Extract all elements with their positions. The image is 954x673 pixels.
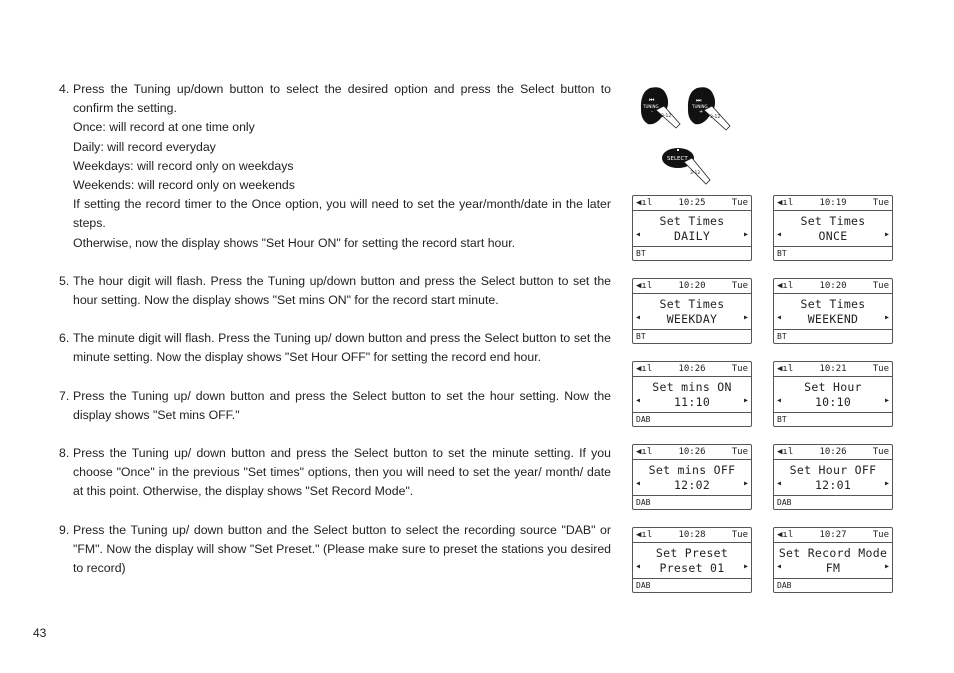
- step-5: [59, 272, 611, 310]
- step-7: [59, 387, 611, 425]
- step-text: Weekends: will record only on weekends: [73, 178, 295, 193]
- weekday: Tue: [872, 364, 889, 374]
- clock-time: 10:21: [819, 364, 847, 374]
- display-line-1: Set Times: [800, 214, 866, 228]
- display-line-2: Preset 01: [659, 561, 725, 575]
- reference-label: 3-12: [661, 114, 672, 119]
- step-text: The hour digit will flash. Press the Tuning up/down button and press the Select button to set the hour setting. Now the display shows "Set mins ON" for the record start minute.: [73, 273, 611, 308]
- clock-time: 10:20: [678, 281, 706, 291]
- clock-time: 10:26: [678, 447, 706, 457]
- weekday: Tue: [731, 198, 748, 208]
- source-label: BT: [777, 415, 787, 424]
- step-number: 9.: [59, 522, 70, 537]
- reference-label: 3-12: [690, 171, 701, 176]
- prev-icon: ⏮: [649, 97, 655, 104]
- clock-time: 10:26: [678, 364, 706, 374]
- divider: [633, 329, 751, 330]
- display-line-1: Set Preset: [655, 546, 729, 560]
- display-line-1: Set Record Mode: [778, 546, 888, 560]
- step-8: [59, 444, 611, 502]
- divider: [774, 412, 892, 413]
- scroll-right-icon: ▸: [883, 561, 890, 572]
- display-line-2: 12:02: [673, 478, 711, 492]
- clock-time: 10:19: [819, 198, 847, 208]
- lcd-display: [773, 195, 893, 261]
- divider: [774, 542, 892, 543]
- clock-time: 10:26: [819, 447, 847, 457]
- lcd-display: [632, 195, 752, 261]
- signal-icon: ◀ıl: [636, 198, 653, 208]
- clock-time: 10:28: [678, 530, 706, 540]
- hand-pointer-icon: [684, 158, 710, 184]
- svg-text:+: +: [699, 109, 704, 115]
- step-number: 8.: [59, 446, 70, 461]
- divider: [633, 459, 751, 460]
- scroll-left-icon: ◂: [635, 229, 642, 240]
- source-label: BT: [777, 332, 787, 341]
- clock-time: 10:20: [819, 281, 847, 291]
- step-number: 7.: [59, 388, 70, 403]
- step-number: 4.: [59, 82, 70, 96]
- scroll-left-icon: ◂: [776, 229, 783, 240]
- signal-icon: ◀ıl: [777, 447, 794, 457]
- step-6: [59, 329, 611, 367]
- scroll-right-icon: ▸: [883, 478, 890, 489]
- lcd-display: [632, 527, 752, 593]
- scroll-left-icon: ◂: [635, 561, 642, 572]
- page-number: 43: [33, 626, 47, 640]
- tuning-label: TUNING: [643, 104, 659, 109]
- scroll-right-icon: ▸: [742, 478, 749, 489]
- divider: [633, 542, 751, 543]
- source-label: DAB: [777, 581, 792, 590]
- step-text: Press the Tuning up/down button to select the desired option and press the Select button to confirm the setting.: [73, 82, 611, 116]
- source-label: DAB: [636, 581, 651, 590]
- lcd-display: [632, 444, 752, 510]
- display-line-1: Set mins OFF: [648, 463, 736, 477]
- lcd-display: [773, 361, 893, 427]
- step-number: 5.: [59, 273, 70, 288]
- scroll-right-icon: ▸: [742, 561, 749, 572]
- scroll-left-icon: ◂: [776, 312, 783, 323]
- clock-time: 10:25: [678, 198, 706, 208]
- display-line-2: WEEKEND: [807, 312, 859, 326]
- display-line-1: Set Times: [800, 297, 866, 311]
- divider: [774, 246, 892, 247]
- display-line-2: DAILY: [673, 229, 711, 243]
- signal-icon: ◀ıl: [777, 281, 794, 291]
- step-text: Weekdays: will record only on weekdays: [73, 158, 294, 173]
- signal-icon: ◀ıl: [636, 530, 653, 540]
- divider: [774, 210, 892, 211]
- divider: [774, 376, 892, 377]
- svg-text:-: -: [651, 109, 653, 115]
- display-line-2: WEEKDAY: [666, 312, 718, 326]
- display-line-1: Set mins ON: [652, 380, 732, 394]
- scroll-left-icon: ◂: [635, 478, 642, 489]
- source-label: BT: [636, 332, 646, 341]
- display-line-1: Set Hour OFF: [789, 463, 877, 477]
- divider: [633, 412, 751, 413]
- divider: [633, 578, 751, 579]
- source-label: DAB: [636, 415, 651, 424]
- scroll-right-icon: ▸: [742, 312, 749, 323]
- divider: [774, 495, 892, 496]
- lcd-display: [773, 527, 893, 593]
- step-4: [59, 80, 611, 253]
- scroll-right-icon: ▸: [742, 395, 749, 406]
- display-line-2: 11:10: [673, 395, 711, 409]
- step-text: Daily: will record everyday: [73, 139, 216, 154]
- weekday: Tue: [731, 447, 748, 457]
- source-label: BT: [636, 249, 646, 258]
- display-line-2: 12:01: [814, 478, 852, 492]
- weekday: Tue: [872, 530, 889, 540]
- divider: [774, 293, 892, 294]
- scroll-right-icon: ▸: [883, 229, 890, 240]
- lcd-display: [773, 278, 893, 344]
- step-9: [59, 521, 611, 579]
- divider: [633, 495, 751, 496]
- divider: [633, 210, 751, 211]
- step-text: Otherwise, now the display shows "Set Hour ON" for setting the record start hour.: [73, 235, 516, 250]
- divider: [774, 329, 892, 330]
- tuning-label: TUNING: [692, 104, 708, 109]
- signal-icon: ◀ıl: [777, 364, 794, 374]
- tuning-buttons-illustration: [636, 84, 746, 136]
- step-text: The minute digit will flash. Press the Tuning up/ down button and press the Select button to set the minute setting. Now the display shows "Set Hour OFF" for setting the record end hour.: [73, 331, 611, 365]
- scroll-left-icon: ◂: [635, 395, 642, 406]
- display-line-1: Set Times: [659, 214, 725, 228]
- display-line-2: FM: [825, 561, 841, 575]
- signal-icon: ◀ıl: [777, 530, 794, 540]
- signal-icon: ◀ıl: [777, 198, 794, 208]
- step-text: Press the Tuning up/ down button and press the Select button to set the hour setting. Now the display shows "Set mins OFF.": [73, 388, 611, 422]
- scroll-left-icon: ◂: [776, 395, 783, 406]
- scroll-left-icon: ◂: [635, 312, 642, 323]
- display-line-1: Set Times: [659, 297, 725, 311]
- lcd-display: [632, 278, 752, 344]
- select-button-illustration: [660, 144, 720, 190]
- select-label: SELECT: [667, 156, 688, 162]
- signal-icon: ◀ıl: [636, 447, 653, 457]
- divider: [774, 459, 892, 460]
- reference-label: 3-12: [710, 115, 721, 120]
- display-line-1: Set Hour: [804, 380, 862, 394]
- divider: [633, 246, 751, 247]
- scroll-left-icon: ◂: [776, 478, 783, 489]
- step-text: If setting the record timer to the Once option, you will need to set the year/month/date in the later steps.: [73, 197, 611, 231]
- step-text: Press the Tuning up/ down button and press the Select button to set the minute setting. If you choose "Once" in the previous "Set times" options, then you will need to set the year/ month/ date at this point. Otherwise, the display shows "Set Record Mode".: [73, 446, 611, 499]
- scroll-left-icon: ◂: [776, 561, 783, 572]
- weekday: Tue: [872, 281, 889, 291]
- weekday: Tue: [731, 364, 748, 374]
- lcd-display: [773, 444, 893, 510]
- scroll-right-icon: ▸: [742, 229, 749, 240]
- signal-icon: ◀ıl: [636, 281, 653, 291]
- display-line-2: ONCE: [818, 229, 848, 243]
- weekday: Tue: [731, 530, 748, 540]
- signal-icon: ◀ıl: [636, 364, 653, 374]
- lcd-display: [632, 361, 752, 427]
- scroll-right-icon: ▸: [883, 312, 890, 323]
- source-label: DAB: [777, 498, 792, 507]
- divider: [633, 293, 751, 294]
- step-text: Press the Tuning up/ down button and the Select button to select the recording source "DAB" or "FM". Now the display will show "Set Preset." (Please make sure to preset the stations you desired to record): [73, 522, 611, 576]
- divider: [633, 376, 751, 377]
- weekday: Tue: [731, 281, 748, 291]
- display-line-2: 10:10: [814, 395, 852, 409]
- source-label: BT: [777, 249, 787, 258]
- step-text: Once: will record at one time only: [73, 120, 255, 135]
- scroll-right-icon: ▸: [883, 395, 890, 406]
- weekday: Tue: [872, 447, 889, 457]
- next-icon: ⏭: [696, 97, 702, 104]
- source-label: DAB: [636, 498, 651, 507]
- step-number: 6.: [59, 331, 70, 346]
- clock-time: 10:27: [819, 530, 847, 540]
- divider: [774, 578, 892, 579]
- instruction-steps: [59, 80, 611, 578]
- weekday: Tue: [872, 198, 889, 208]
